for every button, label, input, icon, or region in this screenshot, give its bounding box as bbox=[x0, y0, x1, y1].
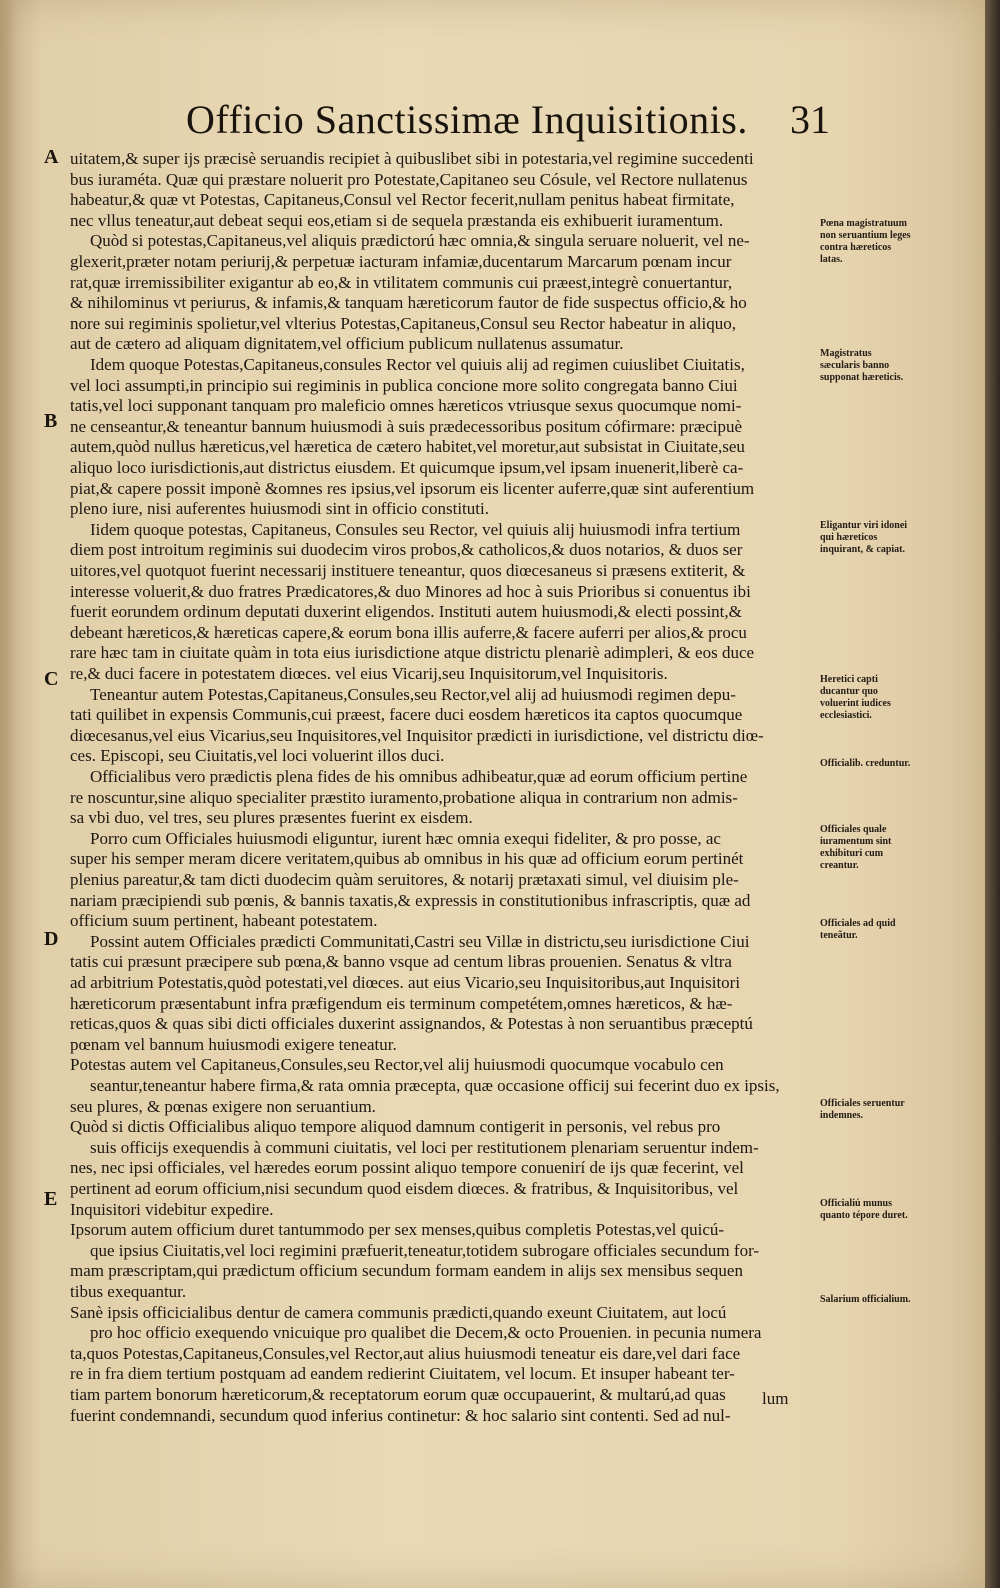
text-line: sa vbi duo, vel tres, seu plures præsentes fuerint ex eisdem. bbox=[70, 808, 473, 828]
text-line: re noscuntur,sine aliquo specialiter præstito iuramento,probatione aliqua in contrarium non admis- bbox=[70, 787, 738, 807]
binding-edge bbox=[985, 0, 1000, 1588]
text-line: habeatur,& quæ vt Potestas, Capitaneus,Consul vel Rector fecerit,nullam penitus habeat firmitate, bbox=[70, 190, 735, 210]
text-line: Officialibus vero prædictis plena fides de his omnibus adhibeatur,quæ ad eorum officium pertine bbox=[90, 767, 748, 786]
text-line: rare hæc tam in ciuitate quàm in tota eius iurisdictione atque districtu plenariè adimpleri, & eos duce bbox=[70, 643, 755, 663]
text-line: mam præscriptam,qui prædictum officium secundum formam eandem in alijs sex mensibus sequen bbox=[70, 1261, 743, 1281]
text-line: bus iuraméta. Quæ qui præstare noluerit pro Potestate,Capitaneo seu Cósule, vel Rectore nullatenus bbox=[70, 169, 748, 189]
text-line: Ipsorum autem officium duret tantummodo per sex menses,quibus completis Potestas,vel quicú- bbox=[70, 1220, 725, 1240]
text-line: fuerint condemnandi, secundum quod inferius continetur: & hoc salario sint contenti. Sed ad nul- bbox=[70, 1405, 731, 1425]
text-line: nec vllus teneatur,aut debeat sequi eos,etiam si de sequela præstanda eis exhibuerit iuramentum. bbox=[70, 210, 724, 230]
text-line: Potestas autem vel Capitaneus,Consules,seu Rector,vel alij huiusmodi quocumque vocabulo cen bbox=[70, 1055, 724, 1075]
text-line: tati quilibet in expensis Communis,cui præest, facere duci eosdem hæreticos ita captos quocumque bbox=[70, 705, 743, 725]
section-letter-b: B bbox=[44, 410, 58, 432]
text-line: rat,quæ irremissibiliter exigantur ab eo,& in vtilitatem communis cui præest,integrè conuertantur, bbox=[70, 272, 733, 292]
text-line: Quòd si potestas,Capitaneus,vel aliquis prædictorú hæc omnia,& singula seruare noluerit, vel ne- bbox=[90, 231, 750, 251]
text-line: re,& duci facere in potestatem diœces. vel eius Vicarij,seu Inquisitorum,vel Inquisitoris. bbox=[70, 664, 668, 683]
text-line: nariam præcipiendi sub pœnis, & bannis taxatis,& expressis in constitutionibus infrascriptis, quæ ad bbox=[70, 890, 751, 910]
text-line: super his semper meram dicere veritatem,quibus ab omnibus in his quæ ad officium eorum pertinét bbox=[70, 849, 744, 869]
text-line: & nihilominus vt periurus, & infamis,& tanquam hæreticorum fautor de fide suspectus officio,& ho bbox=[70, 293, 747, 313]
text-line: interesse voluerit,& duo fratres Prædicatores,& duo Minores ad hoc à suis Prioribus si conuentus ibi bbox=[70, 581, 751, 601]
text-line: pertinent ad eorum officium,nisi secundum quod eisdem diœces. & fratribus, & Inquisitoribus, vel bbox=[70, 1179, 739, 1198]
text-line: hæreticorum præsentabunt infra præfigendum eis terminum competétem,omnes hæreticos, & hæ- bbox=[70, 993, 733, 1013]
marginal-note: Officiales ad quid teneãtur. bbox=[820, 918, 896, 941]
marginal-note: Pœna magistratuum non seruantium leges contra hæreticos latas. bbox=[820, 218, 911, 265]
text-line: ad arbitrium Potestatis,quòd potestati,vel diœces. aut eius Vicario,seu Inquisitoribus,aut Inquisitori bbox=[70, 973, 741, 992]
text-line: seantur,teneantur habere firma,& rata omnia præcepta, quæ occasione officij sui fecerint duo ex ipsis, bbox=[90, 1076, 780, 1095]
text-line: diœcesanus,vel eius Vicarius,seu Inquisitores,vel Inquisitor prædicti in iurisdictione, vel districtu diœ- bbox=[70, 725, 764, 745]
marginal-note: Salarium officialium. bbox=[820, 1294, 911, 1305]
marginal-note: Officiales seruentur indemnes. bbox=[820, 1098, 905, 1121]
text-line: piat,& capere possit imponè &omnes res ipsius,vel ipsorum eis licenter auferre,quæ sint auferentium bbox=[70, 478, 755, 498]
text-line: Quòd si dictis Officialibus aliquo tempore aliquod damnum contigerit in personis, vel rebus pro bbox=[70, 1117, 721, 1137]
text-line: tibus exequantur. bbox=[70, 1282, 187, 1301]
text-line: vel loci assumpti,in principio sui regiminis in publica concione more solito congregata banno Ciui bbox=[70, 375, 738, 395]
running-header: Officio Sanctissimæ Inquisitionis. bbox=[186, 97, 748, 142]
text-line: reticas,quos & quas sibi dicti officiales duxerint assignandos, & Potestas à non seruantibus præceptú bbox=[70, 1014, 753, 1034]
text-line: Porro cum Officiales huiusmodi eliguntur, iurent hæc omnia exequi fideliter, & pro posse, ac bbox=[90, 828, 721, 848]
section-letter-d: D bbox=[44, 928, 59, 950]
text-line: aliquo loco iurisdictionis,aut districtus eiusdem. Et quicumque ipsum,vel ipsam inuenerit,liberè ca- bbox=[70, 458, 744, 477]
text-line: Possint autem Officiales prædicti Communitati,Castri seu Villæ in districtu,seu iurisdictione Ciui bbox=[90, 931, 750, 951]
text-line: tatis cui præsunt præcipere sub pœna,& banno vsque ad centum libras prouenien. Senatus & vltra bbox=[70, 952, 732, 972]
section-letter-e: E bbox=[44, 1188, 58, 1210]
marginal-note: Officialiú munus quanto tépore duret. bbox=[820, 1198, 908, 1221]
text-line: uitatem,& super ijs præcisè seruandis recipiet à quibuslibet sibi in potestaria,vel regimine succedenti bbox=[70, 149, 754, 168]
text-line: diem post introitum regiminis sui duodecim viros probos,& catholicos,& duos notarios, & duos ser bbox=[70, 540, 743, 560]
marginal-note: Officiales quale iuramentum sint exhibituri cum creantur. bbox=[820, 824, 892, 871]
text-line: officium suum pertinent, habeant potestatem. bbox=[70, 911, 378, 931]
text-line: ces. Episcopi, seu Ciuitatis,vel loci voluerint illos duci. bbox=[70, 746, 445, 766]
text-line: ne censeantur,& teneantur bannum huiusmodi à suis prædecessoribus positum cófirmare: præcipuè bbox=[70, 416, 743, 436]
text-line: plenius pareatur,& tam dicti duodecim quàm seruitores, & notarij prætaxati simul, vel diuisim ple- bbox=[70, 870, 739, 889]
marginal-note: Heretici capti ducantur quo voluerint iudices ecclesiastici. bbox=[820, 674, 891, 721]
text-line: Inquisitori videbitur expedire. bbox=[70, 1199, 274, 1219]
text-line: que ipsius Ciuitatis,vel loci regimini præfuerit,teneatur,totidem subrogare officiales secundum for- bbox=[90, 1240, 760, 1260]
text-line: autem,quòd nullus hæreticus,vel hæretica de cætero habitet,vel moretur,aut subsistat in Ciuitate,seu bbox=[70, 437, 745, 457]
text-line: nore sui regiminis spolietur,vel vlterius Potestas,Capitaneus,Consul seu Rector habeatur in aliquo, bbox=[70, 313, 736, 333]
text-line: nes, nec ipsi officiales, vel hæredes eorum possint aliquo tempore conuenirí de ijs quæ fecerint, vel bbox=[70, 1158, 744, 1178]
text-line: Sanè ipsis officicialibus dentur de camera communis prædicti,quando exeunt Ciuitatem, aut locú bbox=[70, 1302, 727, 1322]
marginal-note: Magistratus sæcularis banno supponat hæreticis. bbox=[820, 348, 904, 383]
text-line: re in fra diem tertium postquam ad eandem redierint Ciuitatem, vel locum. Et insuper habeant ter- bbox=[70, 1364, 735, 1384]
text-line: aut de cætero ad aliquam dignitatem,vel officium publicum nullatenus assumatur. bbox=[70, 334, 624, 354]
section-letter-c: C bbox=[44, 668, 59, 690]
marginal-note: Officialib. creduntur. bbox=[820, 758, 911, 769]
page-number: 31 bbox=[790, 97, 830, 142]
text-line: uitores,vel quotquot fuerint necessarij instituere teneantur, quos diœcesaneus si præsens extiterit, & bbox=[70, 561, 746, 580]
text-line: pœnam vel bannum huiusmodi exigere teneatur. bbox=[70, 1034, 397, 1054]
text-line: glexerit,præter notam periurij,& perpetuæ iacturam infamiæ,ducentarum Marcarum pœnam incur bbox=[70, 252, 732, 271]
text-line: pleno iure, nisi auferentes huiusmodi sint in officio constituti. bbox=[70, 499, 489, 519]
text-line: Iidem quoque potestas, Capitaneus, Consules seu Rector, vel quiuis alij huiusmodi infra tertium bbox=[90, 519, 741, 539]
text-line: ta,quos Potestas,Capitaneus,Consules,vel Rector,aut alius huiusmodi teneatur eis dare,vel dari face bbox=[70, 1343, 741, 1363]
marginal-note: Eligantur viri idonei qui hæreticos inquirant, & capiat. bbox=[820, 520, 908, 555]
text-line: fuerit eorundem ordinum deputati duxerint eligendos. Instituti autem huiusmodi,& electi possint,& bbox=[70, 602, 742, 622]
text-line: Idem quoque Potestas,Capitaneus,consules Rector vel quiuis alij ad regimen cuiuslibet Ciuitatis, bbox=[90, 355, 745, 374]
text-line: pro hoc officio exequendo vnicuique pro qualibet die Decem,& octo Prouenien. in pecunia numera bbox=[90, 1323, 762, 1343]
section-letter-a: A bbox=[44, 146, 59, 168]
text-line: seu plures, & pœnas exigere non seruantium. bbox=[70, 1096, 376, 1116]
text-line: tatis,vel loci supponant tanquam pro maleficio omnes hæreticos vtriusque sexus quocumque nomi- bbox=[70, 396, 742, 416]
text-line: debeant hæreticos,& hæreticas capere,& eorum bona illis auferre,& facere auferri per alios,& procu bbox=[70, 622, 747, 642]
text-line: tiam partem bonorum hæreticorum,& receptatorum eorum quæ occupauerint, & multarú,ad quas bbox=[70, 1385, 726, 1404]
catchword: lum bbox=[762, 1389, 789, 1408]
text-line: suis officijs exequendis à communi ciuitatis, vel loci per restitutionem plenariam seruentur indem- bbox=[90, 1137, 759, 1157]
text-line: Teneantur autem Potestas,Capitaneus,Consules,seu Rector,vel alij ad huiusmodi regimen depu- bbox=[90, 684, 736, 704]
